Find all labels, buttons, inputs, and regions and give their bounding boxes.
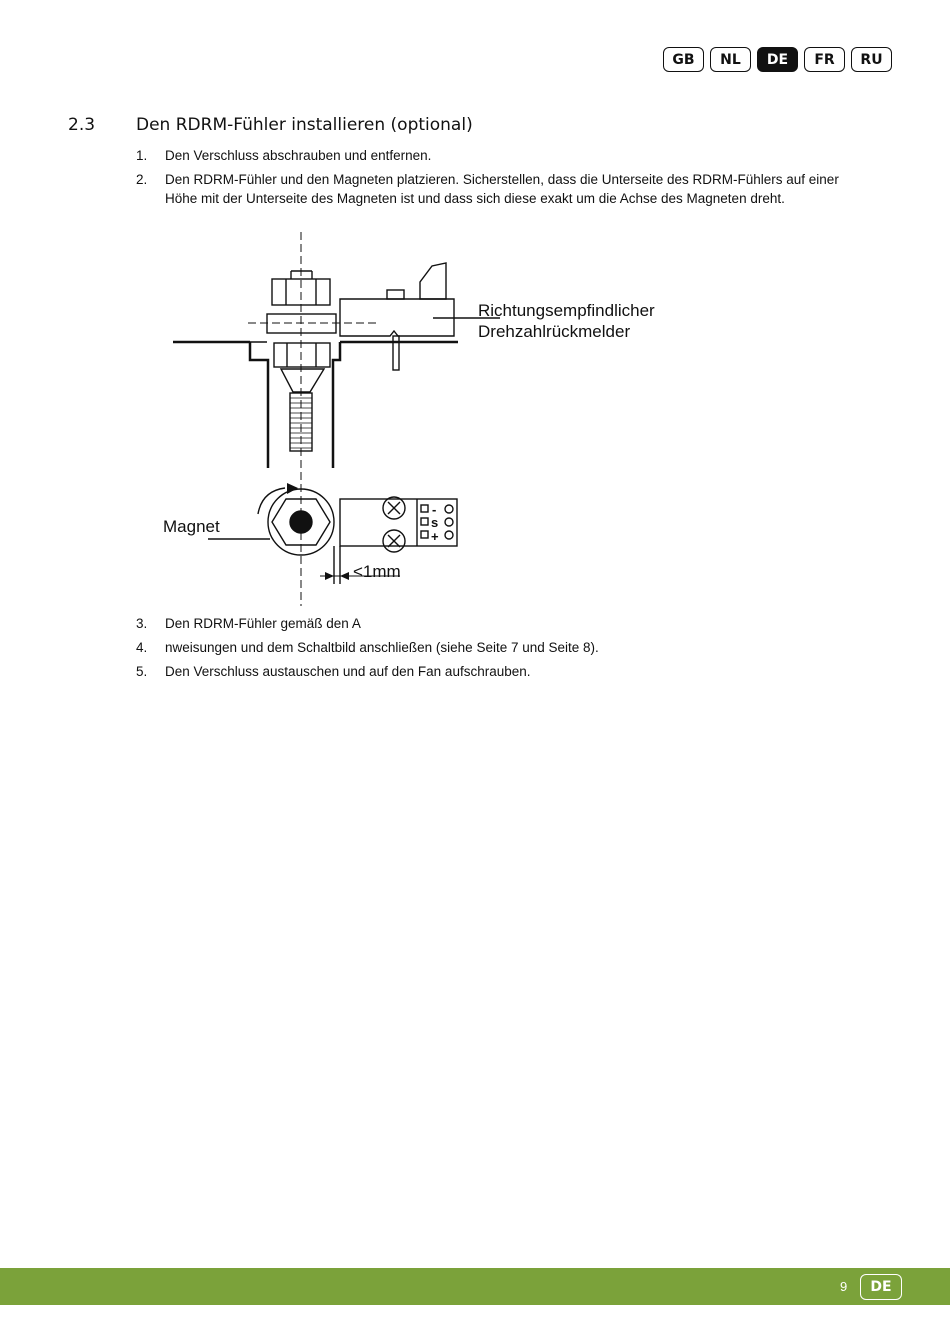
step-number: 5. xyxy=(136,664,148,679)
sensor-screw-head xyxy=(387,290,404,299)
sensor-top-view xyxy=(340,499,457,546)
housing-wall-left xyxy=(250,342,268,468)
section-number: 2.3 xyxy=(68,115,96,135)
lang-tab-fr[interactable]: FR xyxy=(804,47,845,72)
step-text: Den RDRM-Fühler gemäß den A xyxy=(165,616,361,631)
list-item xyxy=(136,662,856,681)
footer-bar xyxy=(0,1268,950,1305)
list-item xyxy=(136,614,856,633)
footer-language-badge: DE xyxy=(860,1274,902,1300)
page-number: 9 xyxy=(840,1279,848,1294)
step-number: 4. xyxy=(136,640,148,655)
step-number: 1. xyxy=(136,148,148,163)
step-number: 2. xyxy=(136,172,148,187)
terminal-minus-label: - xyxy=(432,502,437,517)
lower-nut xyxy=(274,343,330,367)
rotation-arrow xyxy=(258,488,285,514)
lang-tab-gb[interactable]: GB xyxy=(663,47,704,72)
lang-tab-ru[interactable]: RU xyxy=(851,47,892,72)
sensor-bracket xyxy=(420,263,446,299)
step-text: Den Verschluss austauschen und auf den Fan aufschrauben. xyxy=(165,664,531,679)
lang-tab-de[interactable]: DE xyxy=(757,47,798,72)
section-title: Den RDRM-Fühler installieren (optional) xyxy=(136,115,473,135)
magnet-cone xyxy=(281,369,324,392)
sensor-label-line1: Richtungsempfindlicher xyxy=(478,301,655,320)
step-number: 3. xyxy=(136,616,148,631)
magnet-label: Magnet xyxy=(163,517,220,536)
list-item xyxy=(136,170,856,208)
terminal-plus-label: + xyxy=(431,529,439,544)
steps-list-after xyxy=(136,614,856,686)
list-item xyxy=(136,146,856,165)
housing-wall-right xyxy=(333,342,340,468)
lang-tab-nl[interactable]: NL xyxy=(710,47,751,72)
terminal-s-label: s xyxy=(431,515,439,530)
language-tabs xyxy=(663,47,892,72)
installation-diagram xyxy=(150,228,690,613)
steps-list-before xyxy=(136,146,856,213)
sensor-label-line2: Drehzahlrückmelder xyxy=(478,322,631,341)
list-item xyxy=(136,638,856,657)
gap-label: <1mm xyxy=(353,562,401,581)
step-text: Den RDRM-Fühler und den Magneten platzieren. Sicherstellen, dass die Unterseite des RDRM-Fühlers auf einer Höhe mit der Unterseite des Magneten ist und dass sich diese exakt um die Achse des Magneten dreht. xyxy=(165,172,839,206)
step-text: nweisungen und dem Schaltbild anschließen (siehe Seite 7 und Seite 8). xyxy=(165,640,599,655)
step-text: Den Verschluss abschrauben und entfernen. xyxy=(165,148,432,163)
